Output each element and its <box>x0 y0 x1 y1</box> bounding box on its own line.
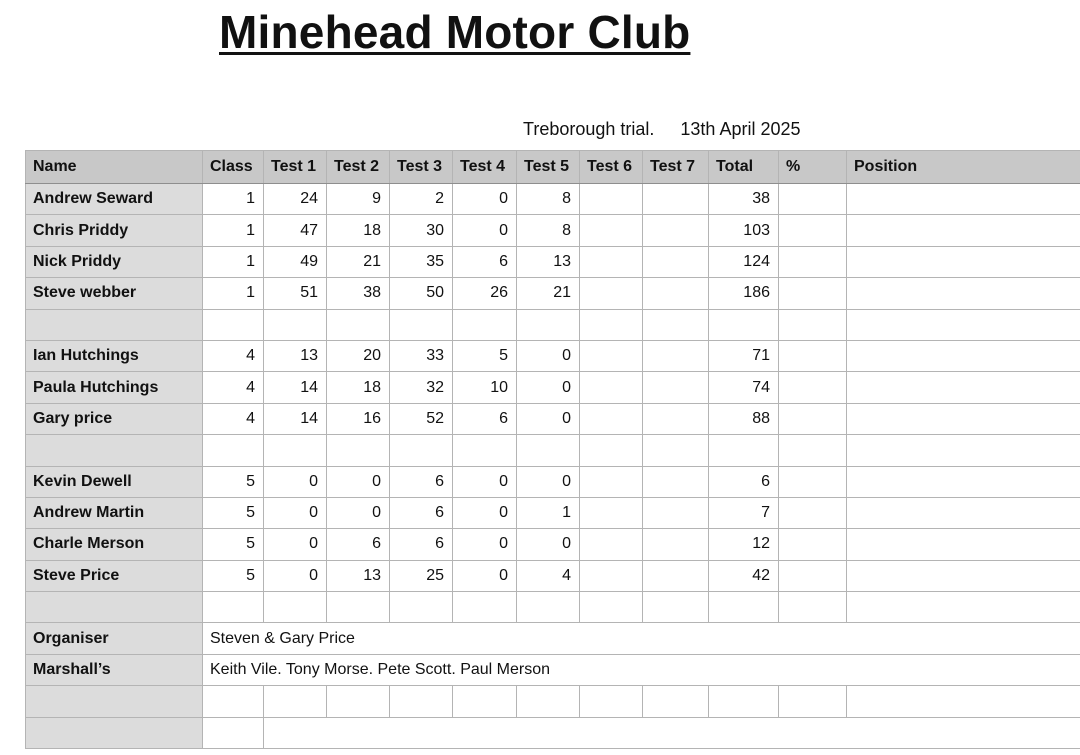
cell-test-2[interactable] <box>327 592 390 623</box>
cell-percent[interactable] <box>779 497 847 528</box>
cell-position[interactable] <box>847 309 1080 340</box>
cell-name[interactable]: Nick Priddy <box>26 246 203 277</box>
cell-test-3[interactable]: 25 <box>390 560 453 591</box>
cell-class[interactable]: 1 <box>203 215 264 246</box>
cell-total[interactable]: 7 <box>709 497 779 528</box>
cell-position[interactable] <box>847 592 1080 623</box>
cell-percent[interactable] <box>779 309 847 340</box>
empty-row <box>26 435 1080 466</box>
results-body <box>26 184 1080 623</box>
cell-position[interactable] <box>847 466 1080 497</box>
cell-test-5[interactable]: 8 <box>517 215 580 246</box>
cell-test-6[interactable] <box>580 372 643 403</box>
cell-class[interactable]: 4 <box>203 403 264 434</box>
cell-test-4[interactable]: 6 <box>453 246 517 277</box>
col-header-test-4[interactable]: Test 4 <box>453 151 517 184</box>
col-header-test-1[interactable]: Test 1 <box>264 151 327 184</box>
cell-total[interactable]: 88 <box>709 403 779 434</box>
cell-test-2[interactable]: 38 <box>327 278 390 309</box>
cell-test-3[interactable]: 30 <box>390 215 453 246</box>
cell-test-6[interactable] <box>580 309 643 340</box>
results-table <box>25 150 1080 749</box>
cell-test-3[interactable]: 50 <box>390 278 453 309</box>
cell-test-7[interactable] <box>643 592 709 623</box>
marshalls-row <box>26 654 1080 685</box>
event-date: 13th April 2025 <box>680 119 801 139</box>
cell-percent[interactable] <box>779 560 847 591</box>
cell-percent[interactable] <box>779 278 847 309</box>
cell-test-6[interactable] <box>580 340 643 371</box>
cell-test-6[interactable] <box>580 215 643 246</box>
cell-total[interactable]: 103 <box>709 215 779 246</box>
cell-test-1[interactable]: 14 <box>264 372 327 403</box>
cell-test-1[interactable]: 13 <box>264 340 327 371</box>
cell-test-7[interactable] <box>643 372 709 403</box>
empty-cell[interactable] <box>203 686 264 717</box>
cell-name[interactable] <box>26 435 203 466</box>
cell-test-1[interactable]: 0 <box>264 529 327 560</box>
cell-test-6[interactable] <box>580 560 643 591</box>
table-row <box>26 215 1080 246</box>
cell-test-7[interactable] <box>643 403 709 434</box>
cell-class[interactable]: 5 <box>203 466 264 497</box>
cell-test-7[interactable] <box>643 246 709 277</box>
cell-test-6[interactable] <box>580 278 643 309</box>
cell-test-4[interactable]: 0 <box>453 184 517 215</box>
cell-class[interactable]: 1 <box>203 184 264 215</box>
cell-test-5[interactable] <box>517 435 580 466</box>
empty-cell[interactable] <box>643 686 709 717</box>
event-heading <box>523 117 801 141</box>
cell-class[interactable] <box>203 435 264 466</box>
cell-total[interactable]: 12 <box>709 529 779 560</box>
cell-name[interactable]: Paula Hutchings <box>26 372 203 403</box>
cell-position[interactable] <box>847 497 1080 528</box>
empty-cell[interactable] <box>453 686 517 717</box>
cell-percent[interactable] <box>779 372 847 403</box>
col-header-test-6[interactable]: Test 6 <box>580 151 643 184</box>
cell-test-5[interactable]: 0 <box>517 403 580 434</box>
cell-test-7[interactable] <box>643 497 709 528</box>
col-header-name[interactable]: Name <box>26 151 203 184</box>
cell-test-4[interactable]: 6 <box>453 403 517 434</box>
cell-test-7[interactable] <box>643 340 709 371</box>
cell-percent[interactable] <box>779 529 847 560</box>
cell-position[interactable] <box>847 435 1080 466</box>
cell-test-3[interactable] <box>390 592 453 623</box>
empty-cell[interactable] <box>26 717 203 748</box>
cell-class[interactable]: 5 <box>203 529 264 560</box>
cell-total[interactable]: 74 <box>709 372 779 403</box>
organiser-value[interactable]: Steven & Gary Price <box>203 623 1080 654</box>
cell-test-7[interactable] <box>643 560 709 591</box>
col-header-test-5[interactable]: Test 5 <box>517 151 580 184</box>
cell-test-4[interactable] <box>453 592 517 623</box>
footer-section <box>26 623 1080 749</box>
cell-test-5[interactable] <box>517 309 580 340</box>
cell-test-1[interactable]: 14 <box>264 403 327 434</box>
cell-test-3[interactable] <box>390 435 453 466</box>
cell-class[interactable]: 4 <box>203 340 264 371</box>
cell-test-3[interactable] <box>390 309 453 340</box>
cell-test-1[interactable] <box>264 435 327 466</box>
table-row <box>26 278 1080 309</box>
cell-test-7[interactable] <box>643 435 709 466</box>
page-title: Minehead Motor Club <box>219 6 691 58</box>
event-name: Treborough trial. <box>523 119 655 139</box>
cell-name[interactable]: Steve webber <box>26 278 203 309</box>
empty-cell[interactable] <box>327 686 390 717</box>
cell-name[interactable]: Andrew Seward <box>26 184 203 215</box>
empty-cell[interactable] <box>847 686 1080 717</box>
cell-test-2[interactable] <box>327 309 390 340</box>
cell-test-7[interactable] <box>643 215 709 246</box>
cell-test-7[interactable] <box>643 278 709 309</box>
cell-test-7[interactable] <box>643 466 709 497</box>
table-row <box>26 466 1080 497</box>
cell-test-3[interactable]: 52 <box>390 403 453 434</box>
organiser-label[interactable]: Organiser <box>26 623 203 654</box>
cell-name[interactable] <box>26 309 203 340</box>
table-row <box>26 372 1080 403</box>
cell-position[interactable] <box>847 529 1080 560</box>
cell-test-6[interactable] <box>580 466 643 497</box>
cell-name[interactable]: Gary price <box>26 403 203 434</box>
cell-total[interactable]: 124 <box>709 246 779 277</box>
cell-test-3[interactable]: 32 <box>390 372 453 403</box>
cell-test-5[interactable]: 8 <box>517 184 580 215</box>
cell-test-2[interactable]: 20 <box>327 340 390 371</box>
cell-test-1[interactable]: 47 <box>264 215 327 246</box>
cell-test-6[interactable] <box>580 435 643 466</box>
cell-name[interactable]: Steve Price <box>26 560 203 591</box>
cell-position[interactable] <box>847 403 1080 434</box>
cell-test-4[interactable] <box>453 435 517 466</box>
cell-test-2[interactable] <box>327 435 390 466</box>
cell-test-3[interactable]: 6 <box>390 466 453 497</box>
col-header-test-2[interactable]: Test 2 <box>327 151 390 184</box>
cell-test-4[interactable]: 26 <box>453 278 517 309</box>
table-row <box>26 497 1080 528</box>
cell-percent[interactable] <box>779 466 847 497</box>
cell-test-5[interactable]: 13 <box>517 246 580 277</box>
cell-test-6[interactable] <box>580 403 643 434</box>
cell-test-7[interactable] <box>643 184 709 215</box>
cell-test-2[interactable]: 16 <box>327 403 390 434</box>
cell-percent[interactable] <box>779 215 847 246</box>
cell-test-6[interactable] <box>580 246 643 277</box>
cell-total[interactable]: 71 <box>709 340 779 371</box>
cell-percent[interactable] <box>779 403 847 434</box>
cell-position[interactable] <box>847 560 1080 591</box>
empty-cell[interactable] <box>709 686 779 717</box>
cell-test-5[interactable]: 0 <box>517 340 580 371</box>
empty-row <box>26 686 1080 717</box>
cell-test-3[interactable]: 6 <box>390 529 453 560</box>
cell-class[interactable]: 5 <box>203 560 264 591</box>
cell-test-2[interactable]: 13 <box>327 560 390 591</box>
empty-cell[interactable] <box>390 686 453 717</box>
cell-class[interactable]: 4 <box>203 372 264 403</box>
empty-cell[interactable] <box>779 686 847 717</box>
cell-name[interactable]: Ian Hutchings <box>26 340 203 371</box>
cell-class[interactable]: 5 <box>203 497 264 528</box>
cell-test-4[interactable]: 0 <box>453 529 517 560</box>
col-header-total[interactable]: Total <box>709 151 779 184</box>
empty-row <box>26 309 1080 340</box>
cell-test-3[interactable]: 33 <box>390 340 453 371</box>
cell-total[interactable]: 6 <box>709 466 779 497</box>
cell-test-1[interactable]: 51 <box>264 278 327 309</box>
cell-test-1[interactable] <box>264 309 327 340</box>
cell-test-5[interactable]: 0 <box>517 372 580 403</box>
cell-total[interactable] <box>709 435 779 466</box>
cell-name[interactable] <box>26 592 203 623</box>
cell-total[interactable]: 42 <box>709 560 779 591</box>
table-row <box>26 340 1080 371</box>
cell-test-4[interactable] <box>453 309 517 340</box>
empty-row <box>26 592 1080 623</box>
cell-test-3[interactable]: 35 <box>390 246 453 277</box>
cell-test-3[interactable]: 6 <box>390 497 453 528</box>
table-row <box>26 529 1080 560</box>
marshalls-value[interactable]: Keith Vile. Tony Morse. Pete Scott. Paul Merson <box>203 654 1080 685</box>
cell-test-7[interactable] <box>643 309 709 340</box>
col-header-test-7[interactable]: Test 7 <box>643 151 709 184</box>
cell-total[interactable] <box>709 309 779 340</box>
cell-test-1[interactable] <box>264 592 327 623</box>
cell-test-6[interactable] <box>580 529 643 560</box>
cell-test-2[interactable]: 0 <box>327 466 390 497</box>
empty-cell[interactable] <box>26 686 203 717</box>
cell-test-1[interactable]: 24 <box>264 184 327 215</box>
cell-test-5[interactable]: 4 <box>517 560 580 591</box>
cell-class[interactable]: 1 <box>203 246 264 277</box>
cell-test-6[interactable] <box>580 184 643 215</box>
cell-test-5[interactable] <box>517 592 580 623</box>
cell-test-5[interactable]: 0 <box>517 466 580 497</box>
cell-test-2[interactable]: 21 <box>327 246 390 277</box>
marshalls-label[interactable]: Marshall’s <box>26 654 203 685</box>
cell-class[interactable] <box>203 592 264 623</box>
cell-test-2[interactable]: 18 <box>327 372 390 403</box>
cell-total[interactable] <box>709 592 779 623</box>
cell-percent[interactable] <box>779 184 847 215</box>
cell-percent[interactable] <box>779 592 847 623</box>
cell-position[interactable] <box>847 340 1080 371</box>
cell-name[interactable]: Andrew Martin <box>26 497 203 528</box>
cell-test-1[interactable]: 0 <box>264 466 327 497</box>
cell-test-2[interactable]: 0 <box>327 497 390 528</box>
empty-cell[interactable] <box>264 686 327 717</box>
cell-percent[interactable] <box>779 340 847 371</box>
cell-class[interactable]: 1 <box>203 278 264 309</box>
col-header-class[interactable]: Class <box>203 151 264 184</box>
cell-test-2[interactable]: 9 <box>327 184 390 215</box>
col-header-position[interactable]: Position <box>847 151 1080 184</box>
table-row <box>26 246 1080 277</box>
cell-test-6[interactable] <box>580 592 643 623</box>
empty-cell[interactable] <box>580 686 643 717</box>
cell-name[interactable]: Kevin Dewell <box>26 466 203 497</box>
cell-percent[interactable] <box>779 435 847 466</box>
empty-cell[interactable] <box>517 686 580 717</box>
empty-cell[interactable] <box>264 717 1080 748</box>
table-row <box>26 560 1080 591</box>
cell-test-5[interactable]: 1 <box>517 497 580 528</box>
cell-position[interactable] <box>847 372 1080 403</box>
cell-percent[interactable] <box>779 246 847 277</box>
cell-test-1[interactable]: 0 <box>264 560 327 591</box>
cell-test-7[interactable] <box>643 529 709 560</box>
cell-position[interactable] <box>847 278 1080 309</box>
cell-name[interactable]: Chris Priddy <box>26 215 203 246</box>
cell-class[interactable] <box>203 309 264 340</box>
cell-test-4[interactable]: 0 <box>453 466 517 497</box>
cell-test-4[interactable]: 0 <box>453 215 517 246</box>
cell-test-4[interactable]: 5 <box>453 340 517 371</box>
empty-cell[interactable] <box>203 717 264 748</box>
cell-position[interactable] <box>847 246 1080 277</box>
cell-test-2[interactable]: 6 <box>327 529 390 560</box>
cell-test-5[interactable]: 0 <box>517 529 580 560</box>
cell-position[interactable] <box>847 215 1080 246</box>
col-header-percent[interactable]: % <box>779 151 847 184</box>
cell-test-5[interactable]: 21 <box>517 278 580 309</box>
empty-row <box>26 717 1080 748</box>
cell-test-1[interactable]: 0 <box>264 497 327 528</box>
cell-test-4[interactable]: 0 <box>453 497 517 528</box>
cell-test-3[interactable]: 2 <box>390 184 453 215</box>
cell-test-1[interactable]: 49 <box>264 246 327 277</box>
cell-test-4[interactable]: 10 <box>453 372 517 403</box>
table-row <box>26 403 1080 434</box>
cell-total[interactable]: 38 <box>709 184 779 215</box>
cell-test-2[interactable]: 18 <box>327 215 390 246</box>
header-row <box>26 151 1080 184</box>
table-row <box>26 184 1080 215</box>
cell-test-6[interactable] <box>580 497 643 528</box>
organiser-row <box>26 623 1080 654</box>
cell-total[interactable]: 186 <box>709 278 779 309</box>
cell-position[interactable] <box>847 184 1080 215</box>
col-header-test-3[interactable]: Test 3 <box>390 151 453 184</box>
cell-name[interactable]: Charle Merson <box>26 529 203 560</box>
cell-test-4[interactable]: 0 <box>453 560 517 591</box>
